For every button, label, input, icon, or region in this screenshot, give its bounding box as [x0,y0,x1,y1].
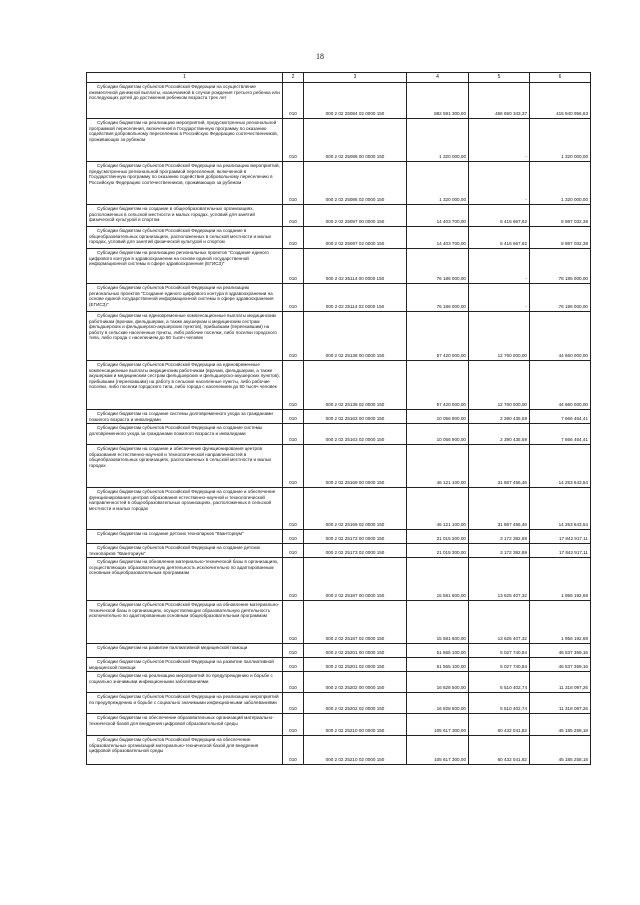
row-executed-amount: 31 867 456,46 [469,488,530,530]
table-row [87,83,591,119]
row-description: Субсидии бюджетам на развитие паллиативной медицинской помощи [87,644,283,658]
row-executed-amount: - [469,119,530,162]
row-description: Субсидии бюджетам на реализацию мероприятий по предупреждению и борьбе с социально значимыми инфекционными заболеваниями [87,672,283,693]
row-approved-amount: 882 591 300,00 [407,83,469,119]
row-code: 010 [283,227,304,249]
page-number: 18 [316,52,324,61]
row-remaining-amount: 46 537 359,16 [530,658,591,672]
row-kbk: 000 2 02 25138 02 0000 150 [304,361,407,410]
table-row [87,119,591,162]
table-row [87,693,591,714]
row-executed-amount: 5 510 402,74 [469,672,530,693]
row-code: 010 [283,601,304,644]
row-approved-amount: 57 420 000,00 [407,312,469,361]
row-approved-amount: 57 420 000,00 [407,361,469,410]
row-remaining-amount: 1 320 000,00 [530,119,591,162]
table-row [87,249,591,284]
row-executed-amount: 12 760 000,00 [469,361,530,410]
row-approved-amount: 10 056 900,00 [407,424,469,445]
row-remaining-amount: 14 253 643,54 [530,445,591,488]
row-kbk: 000 2 02 25201 00 0000 150 [304,644,407,658]
row-remaining-amount: 1 956 192,68 [530,558,591,601]
row-approved-amount: 1 320 000,00 [407,162,469,205]
row-kbk: 000 2 02 25097 02 0000 150 [304,227,407,249]
row-approved-amount: 16 828 500,00 [407,672,469,693]
row-description: Субсидии бюджетам на создание системы долговременного ухода за гражданами пожилого возраста и инвалидами [87,410,283,424]
row-remaining-amount: 7 666 464,41 [530,410,591,424]
row-executed-amount: 3 172 382,89 [469,530,530,544]
row-approved-amount: 46 121 100,00 [407,488,469,530]
table-row [87,284,591,312]
row-remaining-amount: 415 940 956,63 [530,83,591,119]
row-code: 010 [283,312,304,361]
row-description: Субсидии бюджетам субъектов Российской Федерации на реализацию мероприятий, предусмотренных региональной программой переселения, включенной в Государственную программу по оказанию содействия добровольному переселению в Российскую Федерацию соотечественников, проживающих за рубежом [87,162,283,205]
row-kbk: 000 2 02 25210 02 0000 150 [304,736,407,765]
table-row [87,658,591,672]
table-row [87,714,591,736]
row-remaining-amount: 76 186 000,00 [530,249,591,284]
row-code: 010 [283,488,304,530]
table-row [87,424,591,445]
row-remaining-amount: 8 987 032,38 [530,227,591,249]
table-row [87,736,591,765]
row-remaining-amount: 1 320 000,00 [530,162,591,205]
table-row [87,162,591,205]
row-description: Субсидии бюджетам на создание и обеспечение функционирования центров образования естественно-научной и технологической направленностей в общеобразовательных организациях, расположенных в сельской местности и малых городах [87,445,283,488]
row-kbk: 000 2 02 25086 00 0000 150 [304,119,407,162]
row-kbk: 000 2 02 25114 02 0000 150 [304,284,407,312]
row-executed-amount: - [469,249,530,284]
row-executed-amount: 60 432 041,82 [469,736,530,765]
row-kbk: 000 2 02 25084 02 0000 150 [304,83,407,119]
row-remaining-amount: 8 987 032,38 [530,205,591,227]
row-description: Субсидии бюджетам субъектов Российской Федерации на единовременные компенсационные выплаты медицинским работникам (врачам, фельдшерам, а также акушеркам и медицинским сестрам фельдшерских и фельдшерско-акушерских пунктов), прибывшим (переехавшим) на работу в сельские населенные пункты, либо рабочие поселки, либо поселки городского типа, либо города с населением до 50 тысяч человек [87,361,283,410]
row-kbk: 000 2 02 25201 02 0000 150 [304,658,407,672]
row-kbk: 000 2 02 25086 02 0000 150 [304,162,407,205]
row-description: Субсидии бюджетам на реализацию региональных проектов "Создание единого цифрового контура в здравоохранении на основе единой государственной информационной системы в сфере здравоохранения (ЕГИСЗ)" [87,249,283,284]
table-row [87,672,591,693]
row-remaining-amount: 17 842 917,11 [530,544,591,558]
row-kbk: 000 2 02 25173 02 0000 150 [304,544,407,558]
column-header: 2 [283,73,304,83]
row-kbk: 000 2 02 25169 00 0000 150 [304,445,407,488]
row-description: Субсидии бюджетам на реализацию мероприятий, предусмотренных региональной программой переселения, включенной в Государственную программу по оказанию содействия добровольному переселению в Российскую Федерацию соотечественников, проживающих за рубежом [87,119,283,162]
row-executed-amount: 5 416 667,62 [469,205,530,227]
row-description: Субсидии бюджетам субъектов Российской Федерации на реализацию региональных проектов "Создание единого цифрового контура в здравоохранении на основе единой государственной информационной системы в сфере здравоохранения (ЕГИСЗ)" [87,284,283,312]
table-row [87,410,591,424]
table-header-row [87,73,591,83]
row-code: 010 [283,205,304,227]
row-approved-amount: 76 186 000,00 [407,284,469,312]
table-row [87,312,591,361]
row-code: 010 [283,249,304,284]
row-executed-amount: - [469,284,530,312]
row-remaining-amount: 46 537 359,16 [530,644,591,658]
row-approved-amount: 51 565 100,00 [407,658,469,672]
row-kbk: 000 2 02 25114 00 0000 150 [304,249,407,284]
row-remaining-amount: 76 186 000,00 [530,284,591,312]
row-code: 010 [283,672,304,693]
row-code: 010 [283,644,304,658]
row-code: 010 [283,714,304,736]
row-description: Субсидии бюджетам субъектов Российской Федерации на реализацию мероприятий по предупреждению и борьбе с социально значимыми инфекционными заболеваниями [87,693,283,714]
row-executed-amount: 5 510 402,74 [469,693,530,714]
row-description: Субсидии бюджетам субъектов Российской Федерации на осуществление ежемесячной денежной выплаты, назначаемой в случае рождения третьего ребенка или последующих детей до достижения ребенком возраста трех лет [87,83,283,119]
row-approved-amount: 46 121 100,00 [407,445,469,488]
row-approved-amount: 21 015 300,00 [407,544,469,558]
row-kbk: 000 2 02 25138 00 0000 150 [304,312,407,361]
row-executed-amount: 5 027 740,84 [469,658,530,672]
row-kbk: 000 2 02 25169 02 0000 150 [304,488,407,530]
row-kbk: 000 2 02 25173 00 0000 150 [304,530,407,544]
table-row [87,205,591,227]
row-description: Субсидии бюджетам субъектов Российской Федерации на развитие паллиативной медицинской помощи [87,658,283,672]
row-executed-amount: 60 432 041,82 [469,714,530,736]
row-description: Субсидии бюджетам субъектов Российской Федерации на создание детских технопарков "Кванториум" [87,544,283,558]
row-approved-amount: 15 581 600,00 [407,601,469,644]
row-approved-amount: 105 617 300,00 [407,714,469,736]
row-executed-amount: 3 172 382,89 [469,544,530,558]
row-code: 010 [283,530,304,544]
row-kbk: 000 2 02 25163 00 0000 150 [304,410,407,424]
row-executed-amount: 13 625 407,32 [469,558,530,601]
row-executed-amount: - [469,162,530,205]
row-approved-amount: 16 828 500,00 [407,693,469,714]
row-kbk: 000 2 02 25097 00 0000 150 [304,205,407,227]
row-remaining-amount: 1 956 192,68 [530,601,591,644]
column-header: 3 [304,73,407,83]
row-approved-amount: 51 565 100,00 [407,644,469,658]
column-header: 4 [407,73,469,83]
row-code: 010 [283,119,304,162]
row-code: 010 [283,361,304,410]
row-approved-amount: 10 056 900,00 [407,410,469,424]
row-description: Субсидии бюджетам на создание в общеобразовательных организациях, расположенных в сельской местности и малых городах, условий для занятий физической культурой и спортом [87,205,283,227]
row-code: 010 [283,162,304,205]
row-approved-amount: 15 581 600,00 [407,558,469,601]
row-code: 010 [283,83,304,119]
row-code: 010 [283,558,304,601]
row-description: Субсидии бюджетам субъектов Российской Федерации на создание в общеобразовательных организациях, расположенных в сельской местности и малых городах, условий для занятий физической культурой и спортом [87,227,283,249]
row-approved-amount: 14 403 700,00 [407,205,469,227]
row-description: Субсидии бюджетам субъектов Российской Федерации на создание системы долговременного ухода за гражданами пожилого возраста и инвалидами [87,424,283,445]
row-approved-amount: 76 186 000,00 [407,249,469,284]
table-row [87,445,591,488]
row-description: Субсидии бюджетам субъектов Российской Федерации на создание и обеспечение функционирования центров образования естественно-научной и технологической направленностей в общеобразовательных организациях, расположенных в сельской местности и малых городах [87,488,283,530]
row-kbk: 000 2 02 25187 02 0000 150 [304,601,407,644]
budget-execution-table [86,72,591,765]
row-code: 010 [283,284,304,312]
row-remaining-amount: 45 185 258,18 [530,714,591,736]
column-header: 1 [87,73,283,83]
row-remaining-amount: 14 253 643,54 [530,488,591,530]
row-approved-amount: 105 617 300,00 [407,736,469,765]
row-code: 010 [283,658,304,672]
row-kbk: 000 2 02 25210 00 0000 150 [304,714,407,736]
row-code: 010 [283,693,304,714]
column-header: 5 [469,73,530,83]
row-code: 010 [283,544,304,558]
row-executed-amount: 5 416 667,62 [469,227,530,249]
row-executed-amount: 12 760 000,00 [469,312,530,361]
row-remaining-amount: 11 318 097,26 [530,693,591,714]
row-code: 010 [283,736,304,765]
row-executed-amount: 13 625 407,32 [469,601,530,644]
row-remaining-amount: 7 666 464,41 [530,424,591,445]
row-executed-amount: 466 650 343,37 [469,83,530,119]
column-header: 6 [530,73,591,83]
row-executed-amount: 2 390 435,59 [469,410,530,424]
table-row [87,558,591,601]
table-row [87,361,591,410]
row-approved-amount: 14 403 700,00 [407,227,469,249]
row-executed-amount: 5 027 740,84 [469,644,530,658]
row-code: 010 [283,424,304,445]
row-kbk: 000 2 02 25202 00 0000 150 [304,672,407,693]
table-row [87,544,591,558]
table-row [87,530,591,544]
row-approved-amount: 1 320 000,00 [407,119,469,162]
row-remaining-amount: 44 660 000,00 [530,361,591,410]
row-kbk: 000 2 02 25202 02 0000 150 [304,693,407,714]
table-row [87,488,591,530]
row-executed-amount: 31 867 456,46 [469,445,530,488]
row-executed-amount: 2 390 435,59 [469,424,530,445]
row-description: Субсидии бюджетам субъектов Российской Федерации на обновление материально-технической базы в организациях, осуществляющих образовательную деятельность исключительно по адаптированным основным общеобразовательным программам [87,601,283,644]
row-remaining-amount: 11 318 097,26 [530,672,591,693]
table-row [87,644,591,658]
row-description: Субсидии бюджетам на создание детских технопарков "Кванториум" [87,530,283,544]
row-description: Субсидии бюджетам на обеспечение образовательных организаций материально-технической базой для внедрения цифровой образовательной среды [87,714,283,736]
row-description: Субсидии бюджетам субъектов Российской Федерации на обеспечение образовательных организаций материально-технической базой для внедрения цифровой образовательной среды [87,736,283,765]
table-row [87,227,591,249]
row-kbk: 000 2 02 25163 02 0000 150 [304,424,407,445]
row-description: Субсидии бюджетам на единовременные компенсационные выплаты медицинским работникам (врачам, фельдшерам, а также акушеркам и медицинским сестрам фельдшерских и фельдшерско-акушерских пунктов), прибывшим (переехавшим) на работу в сельские населенные пункты, либо рабочие поселки, либо поселки городского типа, либо города с населением до 50 тысяч человек [87,312,283,361]
row-kbk: 000 2 02 25187 00 0000 150 [304,558,407,601]
row-code: 010 [283,410,304,424]
row-remaining-amount: 44 660 000,00 [530,312,591,361]
row-code: 010 [283,445,304,488]
row-remaining-amount: 45 185 258,18 [530,736,591,765]
row-remaining-amount: 17 842 917,11 [530,530,591,544]
table-row [87,601,591,644]
row-description: Субсидии бюджетам на обновление материально-технической базы в организациях, осуществляющих образовательную деятельность исключительно по адаптированным основным общеобразовательным программам [87,558,283,601]
row-approved-amount: 21 015 300,00 [407,530,469,544]
